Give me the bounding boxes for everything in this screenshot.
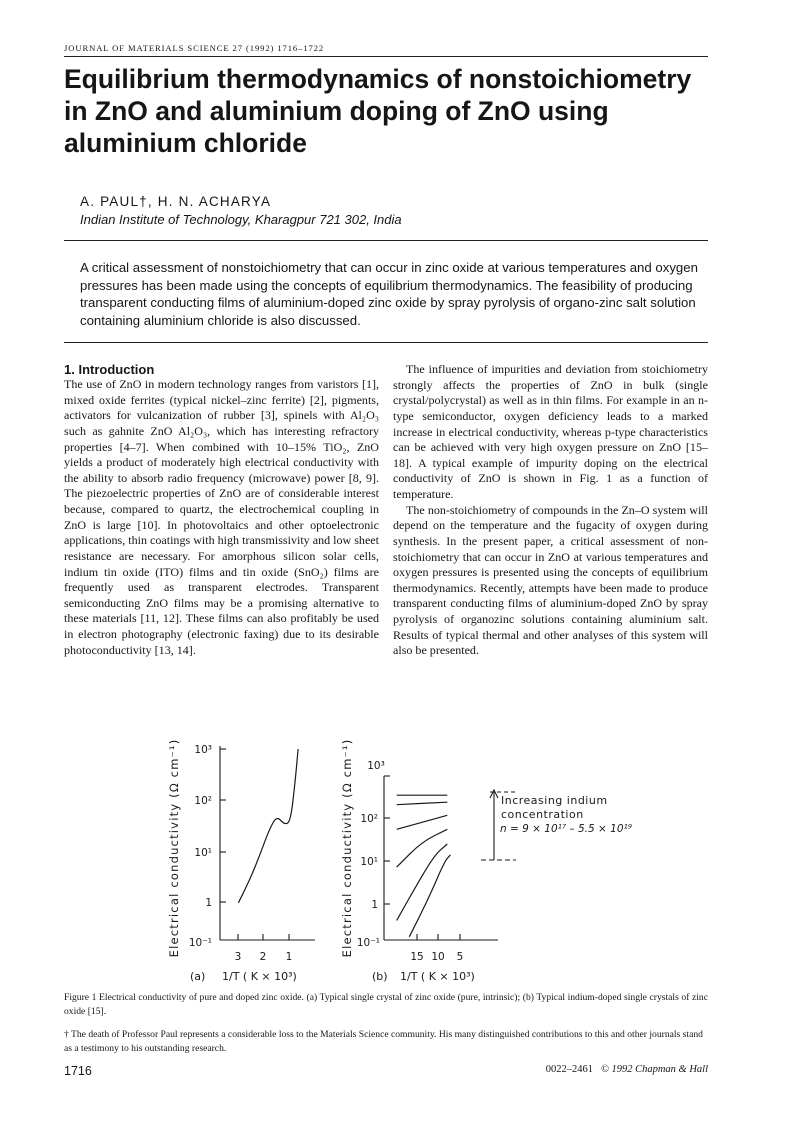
panel-a-ytick-10: 10¹	[194, 847, 212, 859]
panel-b-annotation-line-1: Increasing indium	[501, 794, 608, 807]
panel-b-x-ticks	[410, 951, 463, 963]
figure-1	[150, 726, 710, 986]
abstract: A critical assessment of nonstoichiometry that can occur in zinc oxide at various temperatures and oxygen pressures has been made using the concepts of equilibrium thermodynamics. The feasibility of producing transparent conducting films of aluminium-doped zinc oxide by spray pyrolysis of organo-zinc salt solution containing aluminium chloride is also discussed.	[80, 260, 698, 328]
panel-b-ylabel: Electrical conductivity (Ω cm⁻¹)	[340, 738, 354, 958]
panel-a-ylabel: Electrical conductivity (Ω cm⁻¹)	[167, 738, 181, 958]
issn: 0022–2461	[545, 1064, 593, 1075]
panel-b-xtick-5: 5	[456, 951, 464, 963]
left-column	[64, 362, 379, 658]
panel-a-curves	[238, 749, 298, 903]
panel-b-series-4	[397, 829, 448, 867]
panel-b-ytick-01: 10⁻¹	[356, 937, 380, 949]
panel-b-label: (b)	[372, 970, 388, 983]
publisher-copyright: © 1992 Chapman & Hall	[600, 1064, 708, 1075]
panel-a-xtick-2: 2	[259, 951, 267, 963]
intro-paragraph-2: The influence of impurities and deviation from stoichiometry strongly affects the properties of ZnO in bulk (single crystal/polycrystal) as well as in thin films. For example in an n-type semiconductor, oxygen deficiency leads to a marked increase in electrical conductivity, whereas p-type characteristics can be achieved with very high oxygen pressure on ZnO [15–18]. A typical example of impurity doping on the electrical conductivity of ZnO is shown in Fig. 1 as a function of temperature.	[393, 362, 708, 501]
abstract-bottom-rule	[64, 342, 708, 343]
panel-a-ytick-1: 1	[205, 897, 212, 909]
panel-b-ytick-1: 1	[371, 899, 378, 911]
panel-b-ytick-100: 10²	[360, 813, 378, 825]
journal-header: JOURNAL OF MATERIALS SCIENCE 27 (1992) 1716–1722	[64, 43, 325, 53]
panel-a-ytick-1000: 10³	[194, 744, 212, 756]
panel-a-ytick-01: 10⁻¹	[188, 937, 212, 949]
panel-a-y-ticks	[189, 744, 212, 949]
panel-a-xlabel: 1/T ( K × 10³)	[222, 970, 297, 983]
panel-b-series-6	[409, 855, 450, 937]
intro-paragraph-1: The use of ZnO in modern technology ranges from varistors [1], mixed oxide ferrites (typical nickel–zinc ferrite) [2], pigments, activators for vulcanization of rubber [3], spinels with Al₂O₃ such as gahnite ZnO Al₂O₃, which has interesting refractory properties [4–7]. When combined with 10–15% TiO₂, ZnO yields a product of moderately high electrical conductivity with the ability to absorb radio frequency (microwave) power [8, 9]. The piezoelectric properties of ZnO are of considerable interest because, compared to quartz, the electrochemical coupling in ZnO is large [10]. In photovoltaics and other optoelectronic applications, thin coatings with high transmissivity and low sheet resistance are necessary. For amorphous silicon solar cells, indium tin oxide (ITO) films and tin oxide (SnO₂) films are frequently used as transparent electrodes. Transparent semiconducting ZnO films may be a promising alternative to these materials [11, 12]. These films can also profitably be used in electron photography (electronic faxing) due to its desirable photoconductivity [13, 14].	[64, 377, 379, 657]
panel-b-ytick-1000: 10³	[367, 760, 385, 772]
footnote: † The death of Professor Paul represents a considerable loss to the Materials Science community. His many distinguished contributions to this and other journals stand as a testimony to his outstanding research.	[64, 1029, 703, 1054]
section-heading: 1. Introduction	[64, 362, 155, 377]
figure-caption: Figure 1 Electrical conductivity of pure and doped zinc oxide. (a) Typical single crystal of zinc oxide (pure, intrinsic); (b) Typical indium-doped single crystals of zinc oxide [15].	[64, 992, 708, 1017]
authors: A. PAUL†, H. N. ACHARYA	[80, 194, 272, 209]
figure-svg	[150, 726, 710, 986]
affiliation: Indian Institute of Technology, Kharagpur 721 302, India	[80, 212, 402, 227]
panel-b-series-2	[397, 802, 448, 805]
panel-a-ytick-100: 10²	[194, 795, 212, 807]
copyright	[546, 1064, 708, 1075]
article-title: Equilibrium thermodynamics of nonstoichiometry in ZnO and aluminium doping of ZnO using aluminium chloride	[64, 64, 692, 158]
panel-b-y-ticks	[357, 760, 385, 949]
header-rule	[64, 56, 708, 57]
panel-b-ytick-10: 10¹	[360, 856, 378, 868]
panel-a-xtick-3: 3	[234, 951, 242, 963]
panel-b-xtick-10: 10	[431, 951, 445, 963]
panel-a-label: (a)	[190, 970, 206, 983]
panel-b-curves	[397, 795, 451, 937]
panel-b-xtick-15: 15	[410, 951, 424, 963]
panel-b-series-3	[397, 815, 448, 829]
panel-b-xlabel: 1/T ( K × 10³)	[400, 970, 475, 983]
panel-a-xtick-1: 1	[285, 951, 293, 963]
intro-paragraph-3: The non-stoichiometry of compounds in the Zn–O system will depend on the temperature and the fugacity of oxygen during synthesis. In the present paper, a critical assessment of non-stoichiometry that can occur in ZnO at various temperatures and oxygen pressures is presented using the concepts of equilibrium thermodynamics. Recently, attempts have been made to produce transparent conducting films of aluminium-doped ZnO by spray pyrolysis of organozinc solutions containing aluminium salt. Results of typical thermal and other analyses of this system will also be presented.	[393, 502, 708, 658]
panel-a-x-ticks	[235, 951, 293, 963]
panel-a-series-1	[238, 749, 298, 903]
page-number: 1716	[64, 1064, 92, 1078]
panel-b-annotation-line-3: n = 9 × 10¹⁷ – 5.5 × 10¹⁹	[500, 823, 632, 835]
right-column	[393, 362, 708, 659]
panel-b-annotation-line-2: concentration	[501, 808, 584, 821]
panel-b-series-5	[397, 844, 448, 920]
abstract-top-rule	[64, 240, 708, 241]
